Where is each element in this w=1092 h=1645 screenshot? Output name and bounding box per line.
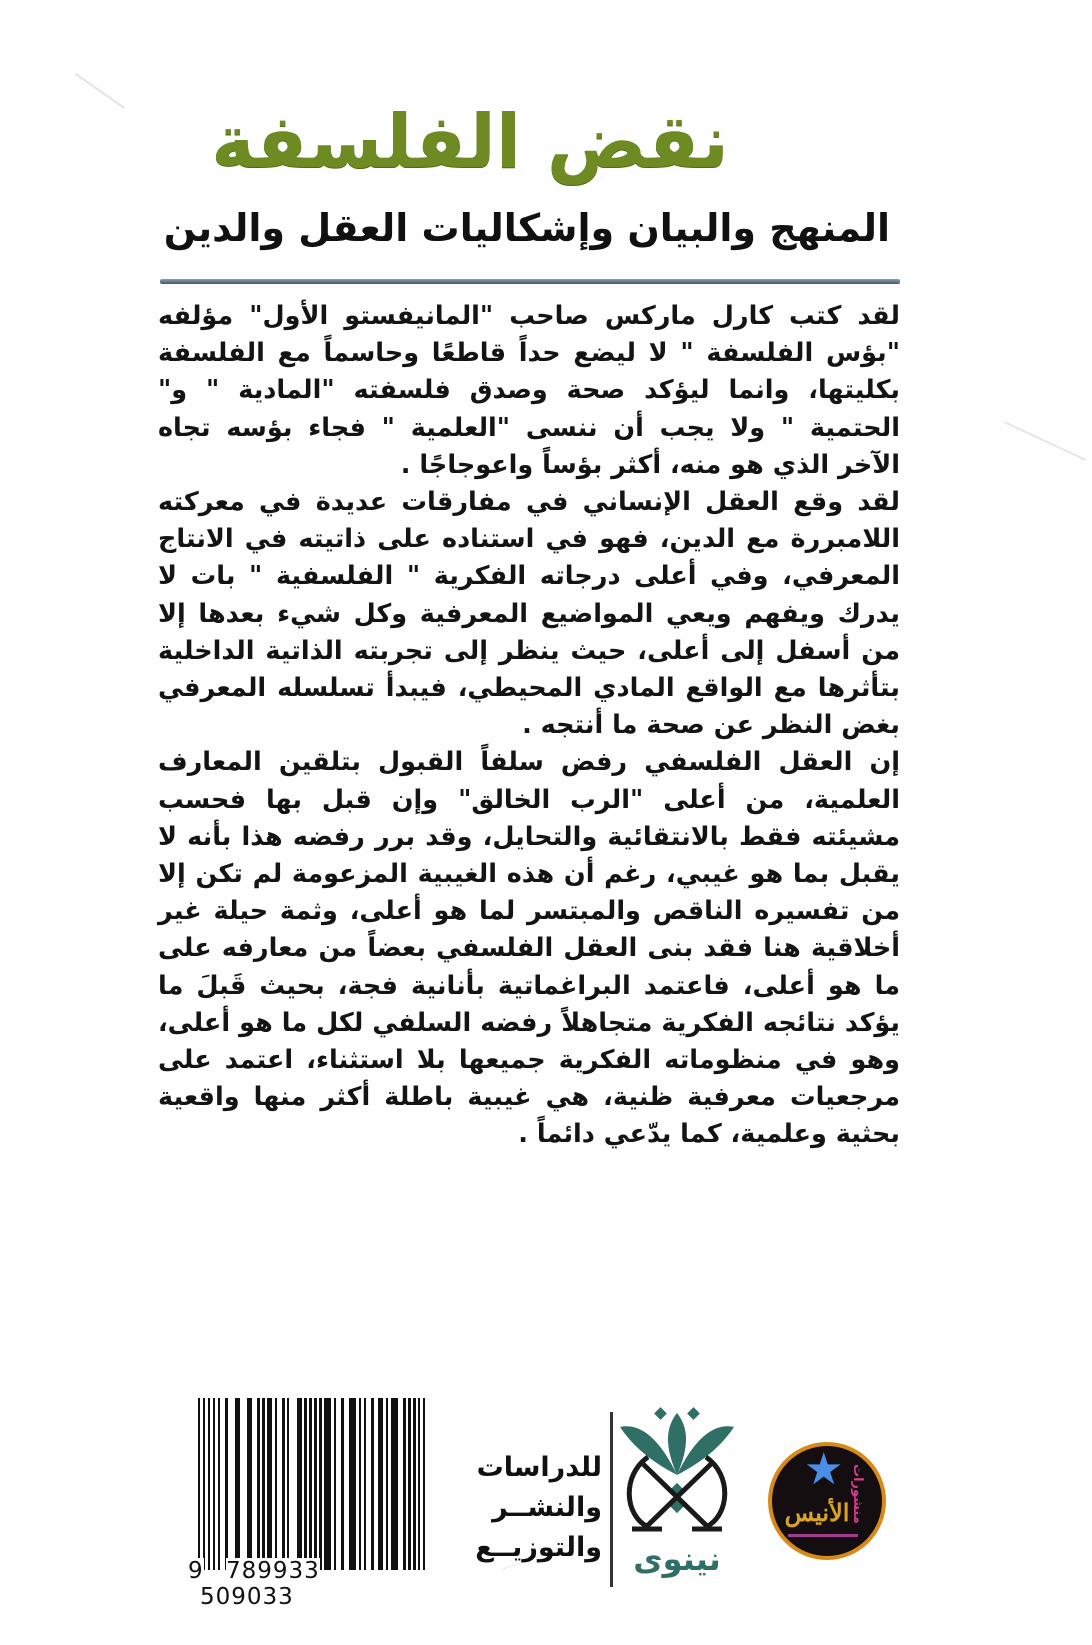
book-subtitle: المنهج والبيان وإشكاليات العقل والدين — [163, 206, 890, 250]
isbn-group-1: 789933 — [225, 1558, 320, 1584]
blurb-paragraph: لقد وقع العقل الإنساني في مفارقات عديدة في معركته اللامبررة مع الدين، فهو في استناده على ذاتيته في الانتاج المعرفي، وفي أعلى درجاته الفكرية " الفلسفية " بات لا يدرك ويفهم ويعي المواضيع المعرفية وكل شيء بعدها إلا من أسفل إلى أعلى، حيث ينظر إلى تجربته الذاتية الداخلية بتأثرها مع الواقع المادي المحيطي، فيبدأ تسلسله المعرفي بغض النظر عن صحة ما أنتجه . — [158, 487, 900, 741]
title-divider — [160, 279, 900, 284]
barcode-space — [240, 1398, 247, 1570]
publisher-divider — [610, 1412, 613, 1587]
ninawa-publisher-name: نينوى — [633, 1540, 721, 1578]
barcode-space — [228, 1398, 235, 1570]
barcode-bar — [423, 1398, 425, 1570]
isbn-group-2: 509033 — [200, 1584, 294, 1610]
anis-publisher-name: الأنيس — [784, 1498, 850, 1527]
isbn-number — [188, 1558, 428, 1610]
publisher-tagline-line: والتوزيــع — [475, 1532, 602, 1563]
star-icon: ★ — [804, 1444, 844, 1495]
ninawa-publisher-logo — [618, 1405, 736, 1585]
barcode-space — [289, 1398, 296, 1570]
ninawa-lotus-logo-icon — [618, 1405, 736, 1545]
anis-publisher-label: منشورات — [850, 1464, 865, 1524]
barcode-bar — [324, 1398, 331, 1570]
paper-crease — [75, 73, 125, 109]
isbn-prefix-digit: 9 — [188, 1558, 204, 1584]
publisher-tagline-line: للدراسات — [476, 1452, 602, 1483]
anis-publisher-logo — [768, 1442, 886, 1560]
book-title: نقض الفلسفة — [211, 99, 729, 185]
barcode-bars — [198, 1398, 426, 1570]
publisher-tagline-line: والنشــر — [492, 1492, 602, 1523]
barcode-bar — [391, 1398, 398, 1570]
paper-crease — [1004, 421, 1086, 461]
barcode-bar — [349, 1398, 356, 1570]
blurb-paragraph: إن العقل الفلسفي رفض سلفاً القبول بتلقين المعارف العلمية، من أعلى "الرب الخالق" وإن قبل بها فحسب مشيئته فقط بالانتقائية والتحايل، وقد برر رفضه هذا بأنه لا يقبل بما هو غيبي، رغم أن هذه الغيبية المزعومة لم تكن إلا من تفسيره الناقص والمبتسر لما هو أعلى، وثمة حيلة غير أخلاقية هنا فقد بنى العقل الفلسفي بعضاً من معارفه على ما هو أعلى، فاعتمد البراغماتية بأنانية فجة، بحيث قَبلَ ما يؤكد نتائجه الفكرية متجاهلاً رفضه السلفي لكل ما هو أعلى، وهو في منظوماته الفكرية جميعها بلا استثناء، اعتمد على مرجعيات معرفية ظنية، هي غيبية باطلة أكثر منها واقعية بحثية وعلمية، كما يدّعي دائماً . — [158, 747, 900, 1150]
isbn-barcode — [188, 1398, 428, 1610]
anis-underline — [788, 1534, 858, 1537]
blurb — [158, 298, 900, 1154]
publisher-tagline — [475, 1448, 602, 1568]
blurb-paragraph: لقد كتب كارل ماركس صاحب "المانيفستو الأول" مؤلفه "بؤس الفلسفة " لا ليضع حداً قاطعًا وحاسماً مع الفلسفة بكليتها، وانما ليؤكد صحة وصدق فلسفته "المادية " و" الحتمية " ولا يجب أن ننسى "العلمية " فجاء بؤسه تجاه الآخر الذي هو منه، أكثر بؤساً واعوجاجًا . — [158, 301, 900, 480]
